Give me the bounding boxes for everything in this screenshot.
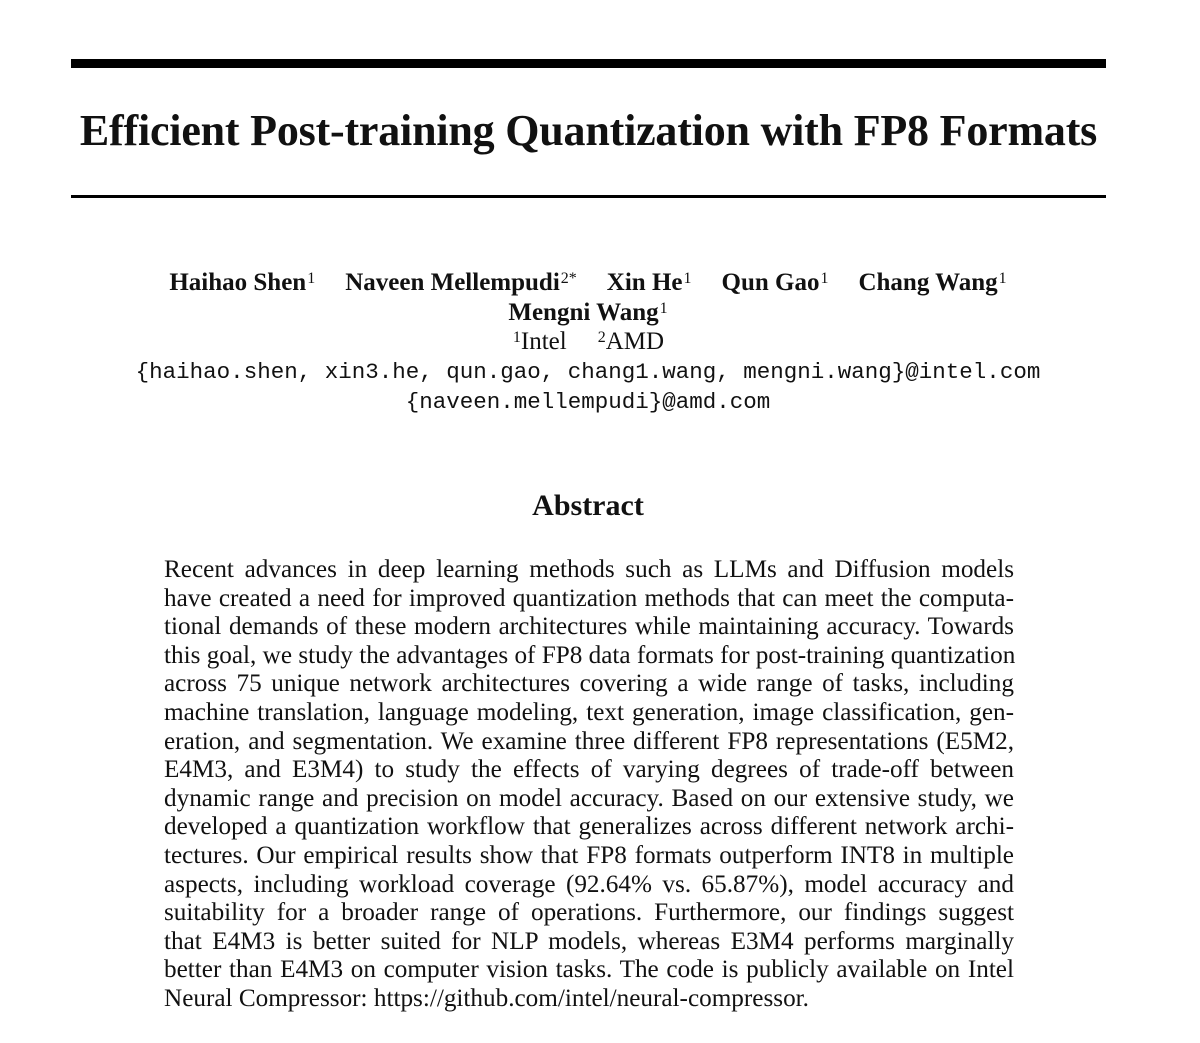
author-name: Haihao Shen — [169, 269, 307, 296]
author-name: Chang Wang — [858, 269, 998, 296]
abstract-line: machine translation, language modeling, text generation, image classification, gen- — [164, 698, 1014, 726]
author-affiliation-mark: 1 — [659, 300, 668, 317]
email-line: {naveen.mellempudi}@amd.com — [405, 389, 771, 415]
affiliation-list — [0, 327, 1176, 357]
affiliation — [597, 327, 664, 357]
abstract-line: have created a need for improved quantization methods that can meet the computa- — [164, 584, 1014, 612]
title-bottom-rule — [71, 195, 1106, 198]
abstract-heading: Abstract — [532, 489, 644, 522]
title-top-rule — [71, 59, 1106, 68]
abstract-body — [164, 556, 1014, 1014]
abstract-line: dynamic range and precision on model accuracy. Based on our extensive study, we — [164, 784, 1014, 812]
affiliation-name: Intel — [520, 328, 567, 355]
author-name: Xin He — [606, 269, 683, 296]
abstract-line: suitability for a broader range of operations. Furthermore, our findings suggest — [164, 899, 1014, 927]
affiliation — [512, 327, 567, 357]
abstract-line: tectures. Our empirical results show that FP8 formats outperform INT8 in multiple — [164, 841, 1014, 869]
author-name: Naveen Mellempudi — [345, 269, 560, 296]
author-line-2 — [0, 298, 1176, 328]
abstract-line: developed a quantization workflow that generalizes across different network archi- — [164, 813, 1014, 841]
author-affiliation-mark: 2* — [560, 270, 577, 287]
abstract-line: eration, and segmentation. We examine three different FP8 representations (E5M2, — [164, 727, 1014, 755]
author — [858, 268, 1006, 298]
abstract-line: aspects, including workload coverage (92.64% vs. 65.87%), model accuracy and — [164, 870, 1014, 898]
author — [508, 298, 667, 328]
email-line: {haihao.shen, xin3.he, qun.gao, chang1.wang, mengni.wang}@intel.com — [135, 359, 1041, 385]
abstract-line: across 75 unique network architectures covering a wide range of tasks, including — [164, 670, 1014, 698]
author-list — [0, 268, 1176, 328]
author-affiliation-mark: 1 — [307, 270, 316, 287]
author-affiliation-mark: 1 — [820, 270, 829, 287]
author — [607, 268, 692, 298]
author-affiliation-mark: 1 — [998, 270, 1007, 287]
author — [345, 268, 577, 298]
affiliation-mark: 1 — [512, 329, 521, 346]
abstract-line: Neural Compressor: https://github.com/intel/neural-compressor. — [164, 984, 809, 1012]
abstract-line: Recent advances in deep learning methods such as LLMs and Diffusion models — [164, 556, 1014, 583]
author-name: Mengni Wang — [508, 299, 659, 326]
abstract-line: this goal, we study the advantages of FP8 data formats for post-training quantization — [164, 641, 1016, 669]
paper-title: Efficient Post-training Quantization with FP8 Formats — [79, 106, 1098, 155]
affiliation-mark: 2 — [597, 329, 606, 346]
affiliation-name: AMD — [605, 328, 665, 355]
author — [722, 268, 829, 298]
abstract-line: E4M3, and E3M4) to study the effects of varying degrees of trade-off between — [164, 756, 1014, 784]
author-affiliation-mark: 1 — [683, 270, 692, 287]
author-name: Qun Gao — [721, 269, 820, 296]
author — [169, 268, 315, 298]
abstract-line: that E4M3 is better suited for NLP models, whereas E3M4 performs marginally — [164, 927, 1014, 955]
abstract-line: tional demands of these modern architectures while maintaining accuracy. Towards — [164, 613, 1014, 641]
abstract-line: better than E4M3 on computer vision tasks. The code is publicly available on Intel — [164, 956, 1014, 984]
